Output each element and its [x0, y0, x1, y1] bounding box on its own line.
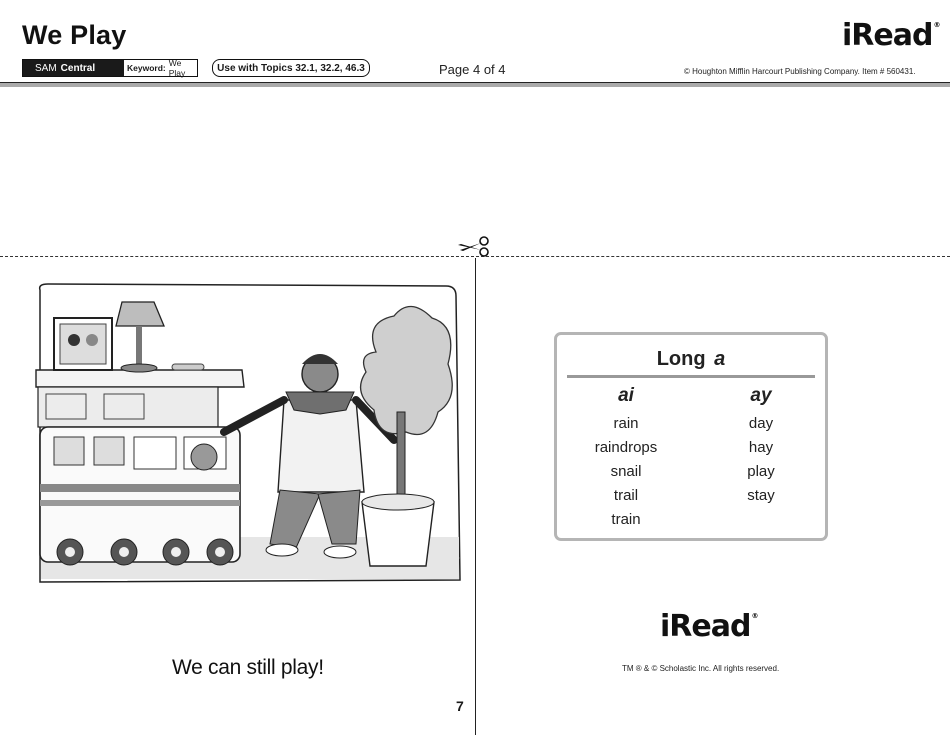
keyword-title: Keyword: [127, 63, 166, 73]
sam-bold: Central [60, 62, 96, 74]
topics-badge: Use with Topics 32.1, 32.2, 46.3 [212, 59, 370, 77]
story-page-number: 7 [456, 698, 464, 714]
phonics-divider [567, 375, 815, 378]
page-title: We Play [22, 20, 127, 50]
keyword-value: We Play [168, 58, 186, 78]
sam-central-label [23, 60, 124, 76]
phonics-column-ai [571, 385, 681, 532]
phonics-card [554, 332, 828, 541]
header-divider-shadow [0, 83, 950, 87]
word-item: trail [613, 487, 639, 504]
story-caption: We can still play! [172, 656, 324, 679]
word-item: raindrops [594, 439, 658, 456]
word-item: stay [747, 487, 775, 504]
word-item: play [747, 463, 775, 480]
iread-logo: iRead® [842, 18, 940, 53]
word-item: snail [610, 463, 642, 480]
sam-keyword-badge [22, 59, 198, 77]
word-item: train [611, 511, 641, 528]
column-heading: ai [618, 385, 634, 406]
page-indicator: Page 4 of 4 [439, 62, 506, 77]
phonics-column-ay [706, 385, 816, 508]
phonics-title-letter: a [714, 348, 726, 370]
phonics-card-title [557, 348, 825, 371]
word-item: day [748, 415, 774, 432]
scissors-icon [456, 235, 492, 259]
column-heading: ay [750, 385, 772, 406]
phonics-title-word: Long [656, 348, 706, 370]
keyword-label [124, 60, 197, 76]
story-illustration [34, 282, 464, 586]
word-item: hay [748, 439, 774, 456]
sam-prefix: SAM [35, 62, 57, 74]
fold-line [475, 258, 476, 735]
iread-logo-footer: iRead® [660, 609, 758, 644]
trademark-notice: TM ® & © Scholastic Inc. All rights reserved. [622, 664, 780, 673]
word-item: rain [613, 415, 639, 432]
copyright-notice: © Houghton Mifflin Harcourt Publishing Company. Item # 560431. [684, 67, 916, 76]
